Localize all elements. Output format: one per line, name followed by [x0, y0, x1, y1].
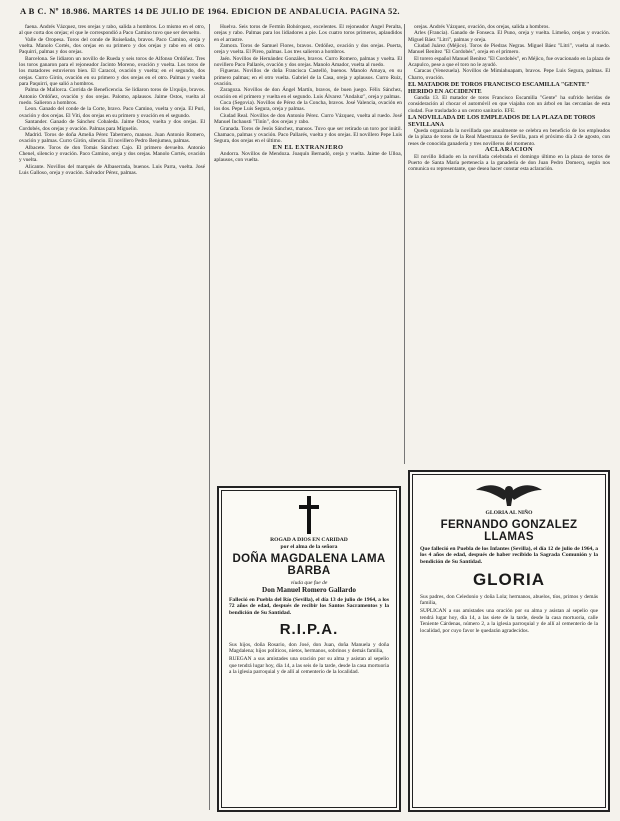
article-headline: LA NOVILLADA DE LOS EMPLEADOS DE LA PLAZA DE TOROS SEVILLANA [408, 114, 596, 129]
column-3 [408, 24, 610, 456]
notice-family: Sus padres, don Celedonio y doña Lola; hermanos, abuelos, tíos, primos y demás familia, [420, 593, 598, 606]
notice-gloria: GLORIA [472, 569, 546, 589]
paragraph: Santander. Ganado de Sánchez Cobaleda. Jaime Ostos, vuelta y dos orejas. El Cordobés, dos orejas y ovación. Palmas para Miguelín. [19, 119, 205, 132]
notice-pretitle: GLORIA AL NIÑO [485, 510, 533, 516]
paragraph: Madrid. Toros de doña Amelia Pérez Tabernero, mansos. Juan Antonio Romero, ovación y palmas. Curro Girón, silencio. El novillero Pedro Benjumea, palmas. [19, 131, 205, 145]
paragraph: El torero español Manuel Benítez "El Cordobés", en Méjico, fue ovacionado en la plaza de Acapulco, pese a que el toro no le ayudó. [408, 55, 610, 69]
paragraph: Granada. Toros de Jesús Sánchez, mansos. Tuvo que ser retirado un toro por inútil. Chamaco, palmas y ovación. Paco Pallarés, vuelta y dos orejas. El novillero Pepe Luis Segura, dos orejas en el último. [214, 125, 402, 145]
paragraph: Coca (Segovia). Novillos de Pérez de la Concha, bravos. José Valencia, ovación en los dos. Pepe Luis Segura, oreja y palmas. [214, 100, 402, 113]
paragraph: Andorra. Novillos de Mendoza. Joaquín Bernadó, oreja y vuelta. Jaime de Ulloa, aplausos, con vuelta. [214, 150, 402, 164]
notice-details: Que falleció en Puebla de los Infantes (Sevilla), el día 12 de julio de 1964, a los 4 años de edad, después de haber recibido la Sagrada Comunión y la bendición de Su Santidad. [420, 545, 598, 565]
death-notice-lama [217, 486, 401, 812]
column-2 [214, 24, 402, 486]
angel-icon [474, 480, 544, 508]
paragraph: Albacete. Toros de don Tomás Sánchez Cajo. El primero devuelto. Antonio Chenel, silencio y ovación. Paco Camino, oreja y dos orejas. Manolo Cortés, ovación y vuelta. [19, 144, 205, 164]
notice-rip: R.I.P.A. [279, 620, 339, 638]
notice-family: Sus hijos, doña Rosario, don José, don Juan, doña Manuela y doña Magdalena; hijos políticos, nietos, hermanos, sobrinos y demás familia, [229, 641, 389, 655]
paragraph: Alicante. Novillos del marqués de Albaserrada, buenos. Luis Parra, vuelta. José Luis Galloso, oreja y ovación. Salvador Pérez, palmas. [19, 163, 205, 176]
paragraph: Queda organizada la novillada que anualmente se celebra en beneficio de los empleados de la plaza de toros de la Real Maestranza de Sevilla, para el próximo día 2 de agosto, con reses de conocida ganadería y tres novilleros del momento. [408, 128, 610, 147]
page-header: A B C. Nº 18.986. MARTES 14 DE JULIO DE 1964. EDICION DE ANDALUCIA. PAGINA 52. [20, 6, 400, 16]
paragraph: Gandía 13. El matador de toros Francisco Escamilla "Gente" ha sufrido heridas de consideración al chocar el automóvil en que viajaba con un árbol en las cercanías de esta ciudad. Fue trasladado a un centro sanitario. EFE. [408, 95, 610, 114]
paragraph: Caracas (Venezuela). Novillos de Mimiahuapam, bravos. Pepe Luis Segura, palmas. El Charro, ovación. [408, 68, 610, 81]
paragraph: El novillo lidiado en la novillada celebrada el domingo último en la plaza de toros de Puerto de Santa María pertenecía a la ganadería de don Juan Pedro Domecq, según nos comunica su representante, que desea hacer constar esta aclaración. [408, 153, 610, 173]
paragraph: Valle de Oropesa. Toros del conde de Ruiseñada, bravos. Paco Camino, oreja y vuelta. Manolo Cortés, dos orejas en su primero y dos orejas y rabo en el otro. Paquirri, palmas y dos orejas. [19, 36, 205, 56]
paragraph: Ciudad Juárez (Méjico). Toros de Piedras Negras. Miguel Báez "Litri", vuelta al ruedo. Manuel Benítez "El Cordobés", oreja en el primero. [408, 43, 610, 56]
notice-details: Falleció en Puebla del Río (Sevilla), el día 13 de julio de 1964, a los 72 años de edad, después de recibir los Santos Sacramentos y la bendición de Su Santidad. [229, 596, 389, 617]
widow-line: viuda que fue de [290, 579, 328, 586]
paragraph: Figueras. Novillos de doña Francisca Castelló, buenos. Manolo Amaya, en su primero palmas; en el otro vuelta. Gabriel de la Casa, oreja y aplausos. Curro Ruiz, ovación. [214, 68, 402, 88]
paragraph: Leon. Ganado del conde de la Corte, bravo. Paco Camino, vuelta y oreja. El Puri, ovación y dos orejas. El Viti, dos orejas en su primero y ovación en el segundo. [19, 106, 205, 119]
husband-name: Don Manuel Romero Gallardo [262, 586, 356, 595]
article-headline: EL MATADOR DE TOROS FRANCISCO ESCAMILLA "GENTE" HERIDO EN ACCIDENTE [408, 81, 590, 96]
paragraph: orejas. Andrés Vázquez, ovación, dos orejas, salida a hombros. [414, 24, 550, 30]
column-divider-2 [404, 24, 405, 464]
paragraph: Zamora. Toros de Samuel Flores, bravos. Ordóñez, ovación y dos orejas. Puerta, oreja y vuelta. El Pireo, palmas. Los tres salieron a hombros. [214, 43, 402, 56]
notice-pretitle: ROGAD A DIOS EN CARIDAD [270, 537, 348, 543]
section-heading: EN EL EXTRANJERO [272, 143, 344, 151]
paragraph: Zaragoza. Novillos de don Ángel Martín, bravos, de buen juego. Félix Sánchez, ovación en el primero y vuelta en el segundo. Luis Álvarez "Andaluz", oreja y palmas. [214, 87, 402, 100]
column-divider-1 [209, 24, 210, 810]
paragraph: Ciudad Real. Novillos de don Antonio Pérez. Curro Vázquez, vuelta al ruedo. José Manuel Inchausti "Tinín", dos orejas y rabo. [214, 112, 402, 126]
notice-pretitle-2: por el alma de la señora [280, 543, 338, 550]
notice-request: RUEGAN a sus amistades una oración por su alma y asistan al sepelio que tendrá lugar hoy, día 14, a las seis de la tarde, desde la casa mortuoria a la iglesia parroquial y de allí al cementerio de la localidad. [229, 656, 389, 676]
paragraph: Barcelona. Se lidiaron un novillo de Rueda y seis toros de Alfonso Ordóñez. Tres los toros ganaron para el rejoneador Jacinto Moreno, ovación y vuelta. Los toros de los matadores estuvieron bien. El Caracol, ovación y vuelta; en el segundo, dos orejas. Curro Girón, ovación en su primero y dos orejas en el otro. Palmas y vuelta para Paquirri, que salió a hombros. [19, 55, 205, 88]
notice-request: SUPLICAN a sus amistades una oración por su alma y asistan al sepelio que tendrá lugar hoy, día 14, a las siete de la tarde, desde la casa mortuoria, calle Teniente Cárdenas, número 2, a la iglesia parroquial y de allí al cementerio de la localidad, por cuyo favor le quedarán agradecidos. [420, 608, 598, 634]
paragraph: Palma de Mallorca. Corrida de Beneficencia. Se lidiaron toros de Urquijo, bravos. Antonio Ordóñez, ovación y dos orejas. Palomo, aplausos. Jaime Ostos, vuelta al ruedo. Salieron a hombros. [19, 87, 205, 107]
cross-icon [297, 496, 321, 534]
deceased-name: FERNANDO GONZALEZ LLAMAS [440, 518, 578, 544]
paragraph: Huelva. Seis toros de Fermín Bohórquez, excelentes. El rejoneador Ángel Peralta, orejas y rabo. Palmas para los lidiadores a pie. Los cuatro toros primeros, aplaudidos en el arrastre. [214, 24, 402, 43]
paragraph: faena. Andrés Vázquez, tres orejas y rabo, salida a hombros. Lo mismo en el otro, al que corta dos orejas; el que le correspondió a Paco Camino tuvo que ser devuelto. [19, 24, 205, 37]
column-1 [19, 24, 205, 814]
death-notice-gonzalez [408, 470, 610, 812]
paragraph: Arles (Francia). Ganado de Fonseca. El Puno, oreja y vuelta. Limeño, orejas y ovación. Miguel Báez "Litri", palmas y oreja. [408, 30, 610, 43]
paragraph: Jaén. Novillos de Hernández Gonzáles, bravos. Curro Romero, palmas y vuelta. El novillero Paco Pallarés, ovación y dos orejas. Manolo Amador, vuelta al ruedo. [214, 55, 402, 69]
section-heading: ACLARACION [484, 146, 534, 154]
deceased-name: DOÑA MAGDALENA LAMA BARBA [232, 552, 386, 578]
